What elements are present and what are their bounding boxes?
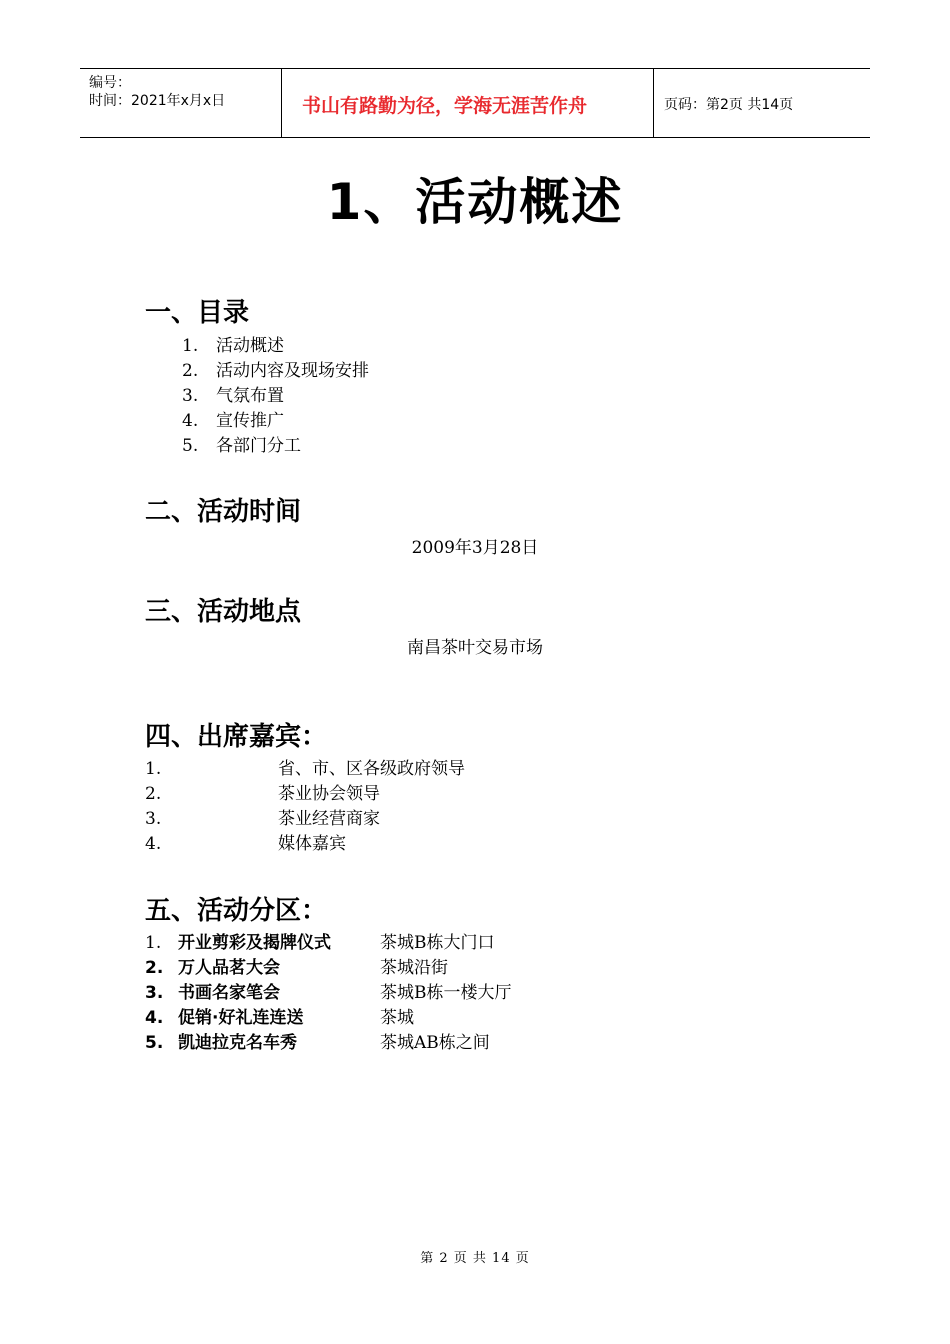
list-number: 1. [145, 759, 162, 779]
zone-name: 凯迪拉克名车秀 [178, 1033, 297, 1053]
list-number: 3. [145, 983, 164, 1003]
header-meta-cell [80, 69, 282, 137]
list-item [182, 409, 369, 434]
list-item [145, 1031, 512, 1056]
event-date: 2009年3月28日 [411, 538, 539, 558]
list-item [145, 981, 512, 1006]
list-text: 媒体嘉宾 [278, 834, 346, 854]
section-heading-time: 二、活动时间 [145, 497, 302, 527]
zone-place: 茶城B栋大门口 [380, 933, 495, 953]
zone-name: 书画名家笔会 [178, 983, 280, 1003]
list-number: 4. [145, 1008, 164, 1028]
list-item [145, 1006, 512, 1031]
list-text: 活动内容及现场安排 [216, 361, 369, 381]
page-label: 页码：第2页 共14页 [664, 97, 794, 113]
list-number: 4. [182, 411, 199, 431]
list-item [145, 807, 465, 832]
list-number: 5. [145, 1033, 164, 1053]
list-number: 2. [182, 361, 199, 381]
zone-place: 茶城AB栋之间 [380, 1033, 490, 1053]
zone-place: 茶城B栋一楼大厅 [380, 983, 512, 1003]
list-number: 1. [145, 933, 162, 953]
event-place: 南昌茶叶交易市场 [407, 638, 543, 658]
header-page-cell [654, 69, 870, 137]
zones-list [145, 931, 512, 1056]
guests-list [145, 757, 465, 857]
list-number: 3. [145, 809, 162, 829]
list-text: 宣传推广 [216, 411, 284, 431]
section-heading-zones: 五、活动分区： [145, 896, 328, 926]
header-motto-cell [282, 69, 654, 137]
list-item [182, 334, 369, 359]
zone-name: 万人品茗大会 [178, 958, 280, 978]
list-item [145, 956, 512, 981]
list-number: 5. [182, 436, 199, 456]
toc-list [182, 334, 369, 459]
page-title: 1、活动概述 [326, 173, 624, 231]
zone-name: 促销·好礼连连送 [178, 1008, 304, 1028]
list-number: 2. [145, 784, 162, 804]
list-text: 茶业经营商家 [278, 809, 380, 829]
motto-text: 书山有路勤为径，学海无涯苦作舟 [302, 95, 588, 117]
section-heading-guests: 四、出席嘉宾： [145, 722, 328, 752]
list-number: 3. [182, 386, 199, 406]
list-number: 1. [182, 336, 199, 356]
list-item [145, 782, 465, 807]
page-footer: 第 2 页 共 14 页 [420, 1251, 530, 1266]
list-item [145, 931, 512, 956]
list-text: 活动概述 [216, 336, 284, 356]
header-table [80, 68, 870, 138]
list-item [182, 434, 369, 459]
list-text: 茶业协会领导 [278, 784, 380, 804]
list-text: 气氛布置 [216, 386, 284, 406]
number-label: 编号： [89, 75, 131, 91]
list-item [182, 359, 369, 384]
section-heading-toc: 一、目录 [145, 298, 250, 328]
list-item [145, 757, 465, 782]
section-heading-place: 三、活动地点 [145, 597, 302, 627]
list-item [182, 384, 369, 409]
date-label: 时间：2021年x月x日 [89, 93, 226, 109]
list-number: 2. [145, 958, 164, 978]
list-number: 4. [145, 834, 162, 854]
zone-name: 开业剪彩及揭牌仪式 [178, 933, 331, 953]
list-item [145, 832, 465, 857]
list-text: 各部门分工 [216, 436, 301, 456]
list-text: 省、市、区各级政府领导 [278, 759, 465, 779]
zone-place: 茶城沿街 [380, 958, 448, 978]
zone-place: 茶城 [380, 1008, 414, 1028]
